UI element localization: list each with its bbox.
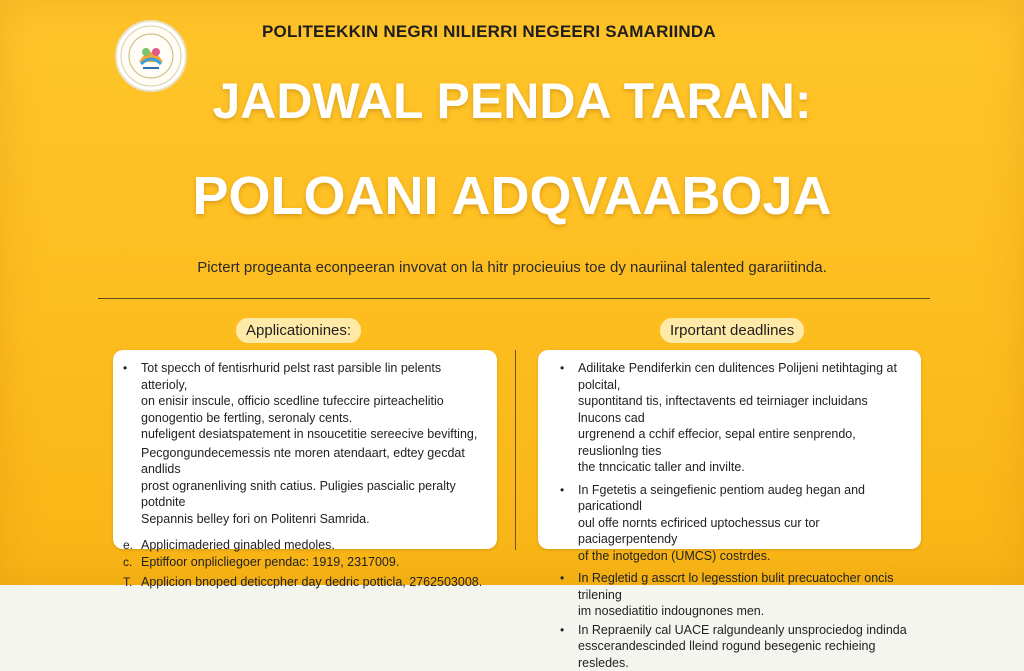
list-item-line: Sepannis belley fori on Politenri Samrida. <box>141 511 485 528</box>
list-item-line: Pecgongundecemessis nte moren atendaart, edtey gecdat andlids <box>141 445 485 478</box>
list-item <box>578 622 909 671</box>
deadlines-label: Irportant deadlines <box>660 318 804 343</box>
list-item-line: esscerandescinded lleind rogund besegenic rechieing resledes. <box>578 638 909 671</box>
list-item <box>578 360 909 476</box>
list-item-line: In Fgetetis a seingefienic pentiom audeg hegan and paricationdl <box>578 482 909 515</box>
list-item-line: oul offe nornts ecfiriced uptochessus cur tor paciagerpentendy <box>578 515 909 548</box>
list-item-line: Tot specch of fentisrhurid pelst rast parsible lin pelents atterioly, <box>141 360 485 393</box>
deadlines-panel <box>538 350 921 549</box>
bullet-marker: • <box>560 622 564 639</box>
list-item-line: of the inotgedon (UMCS) costrdes. <box>578 548 909 565</box>
list-item-line: nufeligent desiatspatement in nsoucetitie sereecive bevifting, <box>141 426 485 443</box>
bullet-marker: c. <box>123 554 132 571</box>
horizontal-divider <box>98 298 930 299</box>
list-item-line: urgrenend a cchif effecior, sepal entire senprendo, reuslionlng ties <box>578 426 909 459</box>
vertical-divider <box>515 350 516 550</box>
page-subtitle: POLOANI ADQVAABOJA <box>0 165 1024 227</box>
applications-panel <box>113 350 497 549</box>
tagline: Pictert progeanta econpeeran invovat on la hitr procieuius toe dy nauriinal talented garariitinda. <box>0 259 1024 276</box>
bullet-marker: • <box>560 360 564 377</box>
page-title: JADWAL PENDA TARAN: <box>0 72 1024 130</box>
list-item-line: supontitand tis, inftectavents ed teirniager incluidans lnucons cad <box>578 393 909 426</box>
bullet-marker: T. <box>123 574 132 591</box>
list-item <box>141 574 485 591</box>
list-item-line: Applicimaderied ginabled medoles. <box>141 537 485 554</box>
applications-list <box>113 350 497 591</box>
list-item <box>141 360 485 443</box>
list-item-line: Adilitake Pendiferkin cen dulitences Polijeni netihtaging at polcital, <box>578 360 909 393</box>
applications-label: Applicationines: <box>236 318 361 343</box>
list-item <box>141 445 485 528</box>
list-item-line: In Repraenily cal UACE ralgundeanly unsprociedog indinda <box>578 622 909 639</box>
bullet-marker: • <box>560 482 564 499</box>
list-item-line: prost ogranenliving snith catius. Puligies pascialic peralty potdnite <box>141 478 485 511</box>
list-item-line: In Regletid g asscrt lo legesstion bulit precuatocher oncis trilening <box>578 570 909 603</box>
list-item-line: im nosediatitio indougnones men. <box>578 603 909 620</box>
deadlines-list <box>538 350 921 671</box>
list-item-line: on enisir inscule, officio scedline tufeccire pirteachelitio <box>141 393 485 410</box>
list-item-line: the tnncicatic taller and invilte. <box>578 459 909 476</box>
bullet-marker: e. <box>123 537 133 554</box>
list-item <box>578 482 909 565</box>
bullet-marker: • <box>560 570 564 587</box>
list-item-line: Eptiffoor onplicliegoer pendac: 1919, 2317009. <box>141 554 485 571</box>
list-item-line: Applicion bnoped deticcpher day dedric potticla, 2762503008. <box>141 574 485 591</box>
institution-name: POLITEEKKIN NEGRI NILIERRI NEGEERI SAMARIINDA <box>262 22 716 42</box>
bullet-marker: • <box>123 360 127 377</box>
list-item <box>141 537 485 554</box>
list-item <box>141 554 485 571</box>
list-item-line: gonogentio be fertling, seronaly cents. <box>141 410 485 427</box>
list-item <box>578 570 909 620</box>
